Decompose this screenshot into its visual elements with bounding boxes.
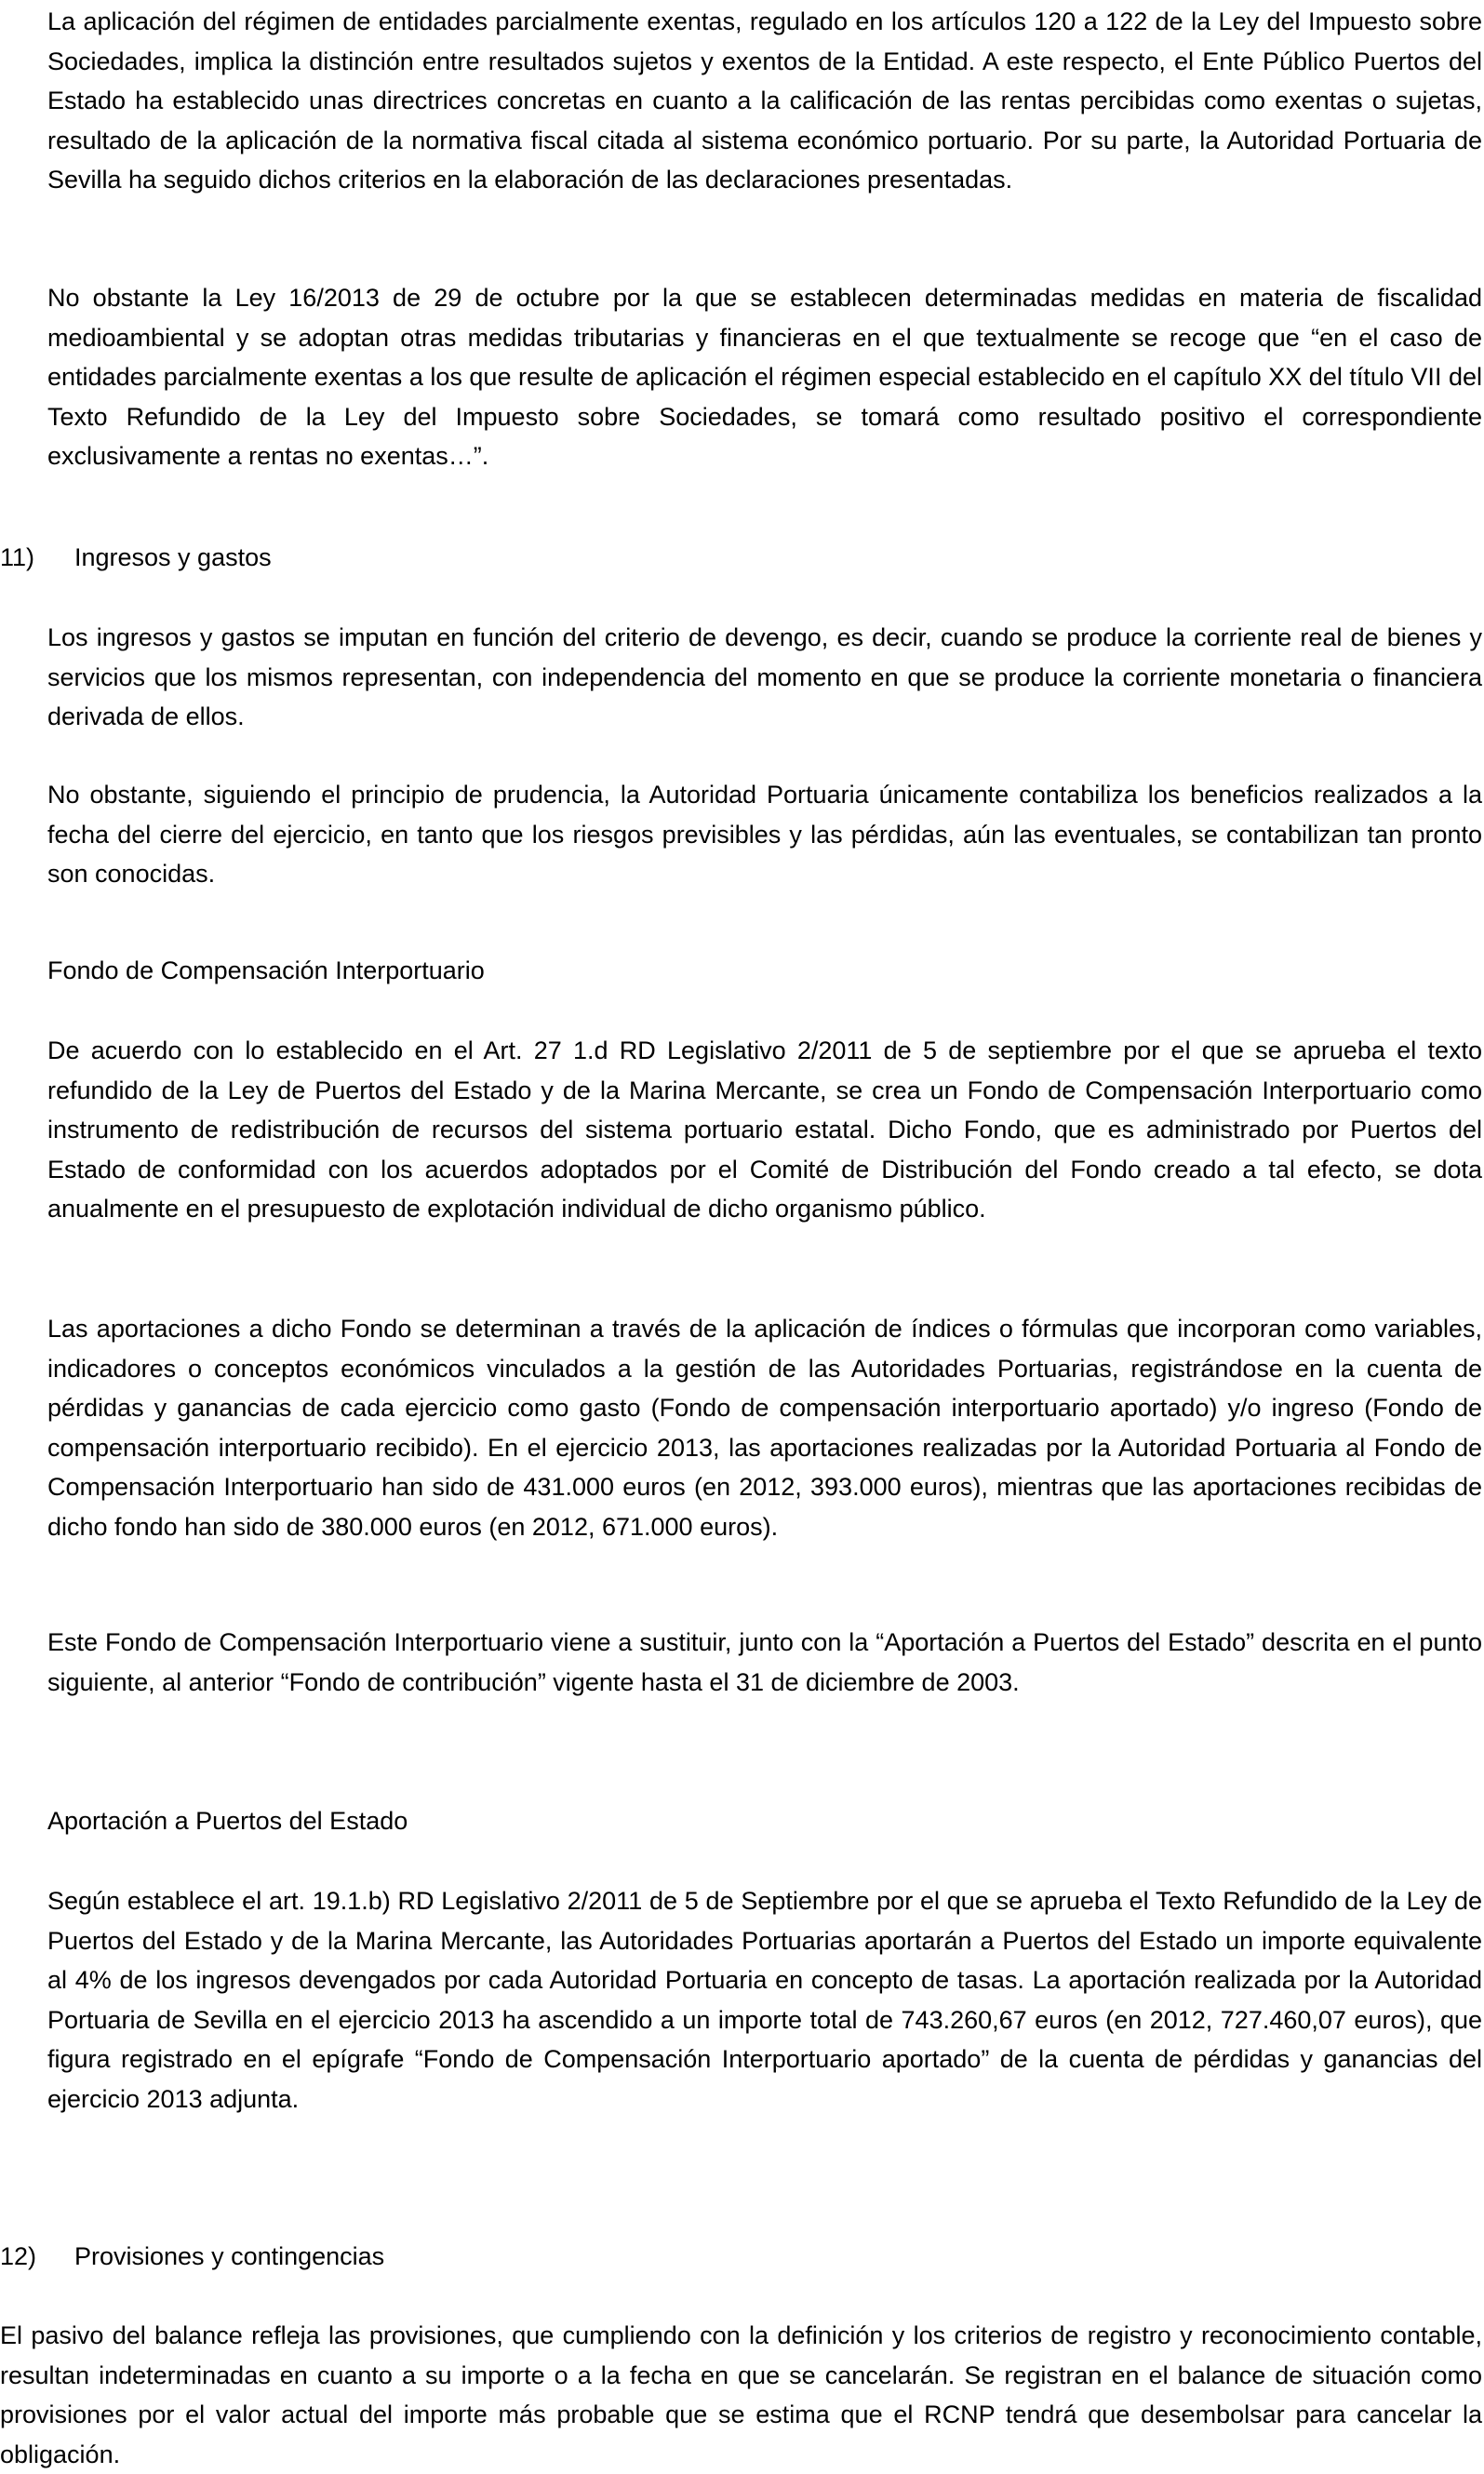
paragraph-ingresos-gastos: Los ingresos y gastos se imputan en función del criterio de devengo, es decir, cuando se produce la corriente real de bienes y servicios que los mismos representan, con independencia del momento en que se produce la corriente monetaria o financiera derivada de ellos. — [47, 623, 1482, 730]
paragraph-regimen-entidades: La aplicación del régimen de entidades parcialmente exentas, regulado en los artículos 120 a 122 de la Ley del Impuesto sobre Sociedades, implica la distinción entre resultados sujetos y exentos de la Entidad. A este respecto, el Ente Público Puertos del Estado ha establecido unas directrices concretas en cuanto a la calificación de las rentas percibidas como exentas o sujetas, resultado de la aplicación de la normativa fiscal citada al sistema económico portuario. Por su parte, la Autoridad Portuaria de Sevilla ha seguido dichos criterios en la elaboración de las declaraciones presentadas. — [47, 7, 1482, 194]
paragraph-art-19: Según establece el art. 19.1.b) RD Legislativo 2/2011 de 5 de Septiembre por el que se aprueba el Texto Refundido de la Ley de Puertos del Estado y de la Marina Mercante, las Autoridades Portuarias aportarán a Puertos del Estado un importe equivalente al 4% de los ingresos devengados por cada Autoridad Portuaria en concepto de tasas. La aportación realizada por la Autoridad Portuaria de Sevilla en el ejercicio 2013 ha ascendido a un importe total de 743.260,67 euros (en 2012, 727.460,07 euros), que figura registrado en el epígrafe “Fondo de Compensación Interportuario aportado” de la cuenta de pérdidas y ganancias del ejercicio 2013 adjunta. — [47, 1887, 1482, 2113]
section-heading-12 — [0, 2237, 384, 2277]
paragraph-sustitucion-fondo: Este Fondo de Compensación Interportuario viene a sustituir, junto con la “Aportación a Puertos del Estado” descrita en el punto siguiente, al anterior “Fondo de contribución” vigente hasta el 31 de diciembre de 2003. — [47, 1628, 1482, 1696]
paragraph-art-27: De acuerdo con lo establecido en el Art. 27 1.d RD Legislativo 2/2011 de 5 de septiembre por el que se aprueba el texto refundido de la Ley de Puertos del Estado y de la Marina Mercante, se crea un Fondo de Compensación Interportuario como instrumento de redistribución de recursos del sistema portuario estatal. Dicho Fondo, que es administrado por Puertos del Estado de conformidad con los acuerdos adoptados por el Comité de Distribución del Fondo creado a tal efecto, se dota anualmente en el presupuesto de explotación individual de dicho organismo público. — [47, 1036, 1482, 1223]
section-title: Ingresos y gastos — [74, 543, 272, 571]
paragraph-aportaciones-fondo: Las aportaciones a dicho Fondo se determinan a través de la aplicación de índices o fórmulas que incorporan como variables, indicadores o conceptos económicos vinculados a la gestión de las Autoridades Portuarias, registrándose en la cuenta de pérdidas y ganancias de cada ejercicio como gasto (Fondo de compensación interportuario aportado) y/o ingreso (Fondo de compensación interportuario recibido). En el ejercicio 2013, las aportaciones realizadas por la Autoridad Portuaria al Fondo de Compensación Interportuario han sido de 431.000 euros (en 2012, 393.000 euros), mientras que las aportaciones recibidas de dicho fondo han sido de 380.000 euros (en 2012, 671.000 euros). — [47, 1315, 1482, 1541]
section-number: 11) — [0, 543, 35, 571]
subheading-aportacion-puertos: Aportación a Puertos del Estado — [47, 1807, 408, 1835]
subheading-fondo-compensacion: Fondo de Compensación Interportuario — [47, 956, 485, 984]
section-number: 12) — [0, 2242, 37, 2270]
section-heading-11 — [0, 538, 272, 578]
section-title: Provisiones y contingencias — [74, 2242, 385, 2270]
paragraph-provisiones: El pasivo del balance refleja las provisiones, que cumpliendo con la definición y los criterios de registro y reconocimiento contable, resultan indeterminadas en cuanto a su importe o a la fecha en que se cancelarán. Se registran en el balance de situación como provisiones por el valor actual del importe más probable que se estima que el RCNP tendrá que desembolsar para cancelar la obligación. — [0, 2321, 1482, 2468]
paragraph-prudencia: No obstante, siguiendo el principio de prudencia, la Autoridad Portuaria únicamente contabiliza los beneficios realizados a la fecha del cierre del ejercicio, en tanto que los riesgos previsibles y las pérdidas, aún las eventuales, se contabilizan tan pronto son conocidas. — [47, 781, 1482, 888]
paragraph-ley-16-2013: No obstante la Ley 16/2013 de 29 de octubre por la que se establecen determinadas medidas en materia de fiscalidad medioambiental y se adoptan otras medidas tributarias y financieras en el que textualmente se recoge que “en el caso de entidades parcialmente exentas a los que resulte de aplicación el régimen especial establecido en el capítulo XX del título VII del Texto Refundido de la Ley del Impuesto sobre Sociedades, se tomará como resultado positivo el correspondiente exclusivamente a rentas no exentas…”. — [47, 284, 1482, 470]
